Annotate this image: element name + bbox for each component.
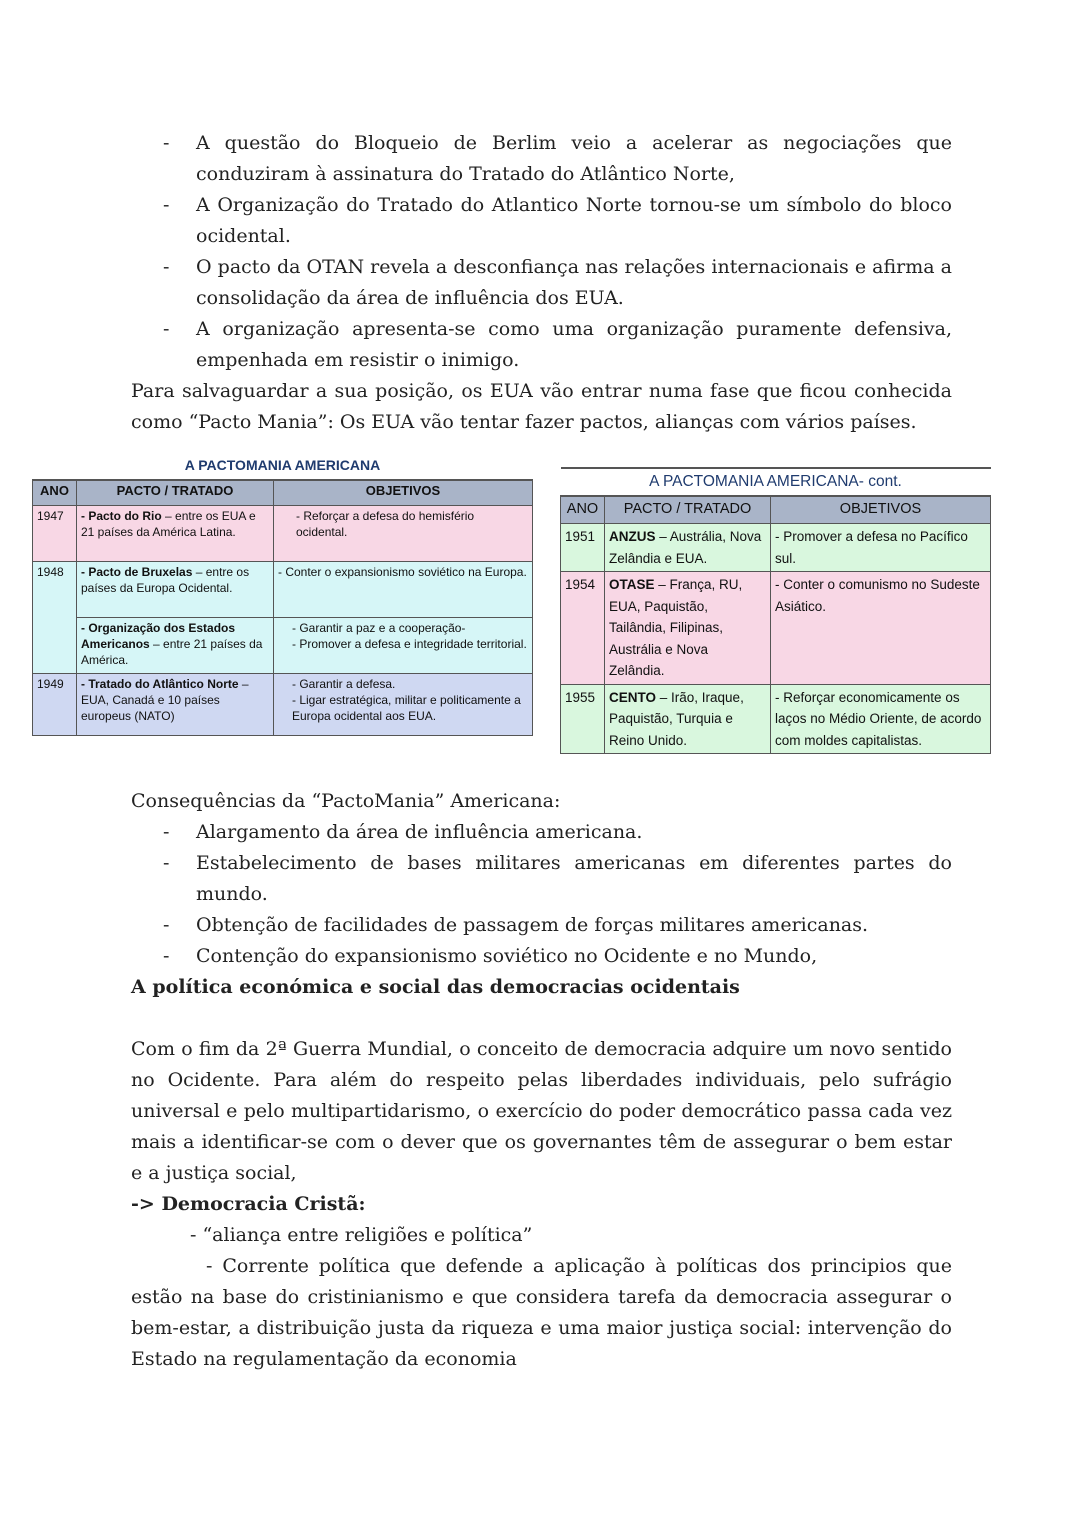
- objectives-cell: - Promover a defesa no Pacífico sul.: [771, 524, 991, 572]
- column-header: ANO: [33, 480, 77, 506]
- objectives-cell: - Reforçar a defesa do hemisfério ocidental.: [274, 506, 533, 562]
- list-item: - A organização apresenta-se como uma organização puramente defensiva, empenhada em resistir o inimigo.: [163, 318, 952, 371]
- table-row: [33, 506, 533, 562]
- year-cell: 1951: [561, 524, 605, 572]
- table-row: [33, 562, 533, 618]
- section-paragraph: Com o fim da 2ª Guerra Mundial, o conceito de democracia adquire um novo sentido no Ocidente. Para além do respeito pelas liberdades individuais, pelo sufrágio universal e pelo multipartidarismo, o exercício do poder democrático passa cada vez mais a identificar-se com o dever que os governantes têm de assegurar o bem estar e a justiça social,: [131, 1038, 952, 1184]
- pact-cell: - Pacto de Bruxelas – entre os países da Europa Ocidental.: [77, 562, 274, 618]
- year-cell: 1948: [33, 562, 77, 674]
- democracia-paragraph: - Corrente política que defende a aplicação à políticas dos principios que estão na base do cristinianismo e que considera tarefa da democracia assegurar o bem-estar, a distribuição justa da riqueza e uma maior justiça social: intervenção do Estado na regulamentação da economia: [131, 1255, 952, 1370]
- objectives-cell: - Garantir a paz e a cooperação- - Promover a defesa e integridade territorial.: [274, 618, 533, 674]
- table-title: A PACTOMANIA AMERICANA: [33, 455, 533, 480]
- year-cell: 1954: [561, 572, 605, 685]
- pactomania-cont-table: [560, 467, 991, 754]
- list-item: - Estabelecimento de bases militares americanas em diferentes partes do mundo.: [163, 852, 952, 905]
- year-cell: 1947: [33, 506, 77, 562]
- pact-cell: ANZUS – Austrália, Nova Zelândia e EUA.: [605, 524, 771, 572]
- table-title: A PACTOMANIA AMERICANA- cont.: [561, 468, 991, 496]
- list-item: - Alargamento da área de influência americana.: [163, 821, 643, 843]
- list-item: - A questão do Bloqueio de Berlim veio a acelerar as negociações que conduziram à assinatura do Tratado do Atlântico Norte,: [163, 132, 952, 185]
- column-header: PACTO / TRATADO: [605, 496, 771, 524]
- column-header: PACTO / TRATADO: [77, 480, 274, 506]
- democracia-heading: -> Democracia Cristã:: [131, 1193, 366, 1215]
- objectives-cell: - Reforçar economicamente os laços no Médio Oriente, de acordo com moldes capitalistas.: [771, 684, 991, 754]
- table-row: [561, 572, 991, 685]
- objectives-cell: - Conter o comunismo no Sudeste Asiático.: [771, 572, 991, 685]
- list-item: - Obtenção de facilidades de passagem de forças militares americanas.: [163, 914, 869, 936]
- section-heading: A política económica e social das democracias ocidentais: [131, 976, 740, 998]
- table-row: [33, 618, 533, 674]
- pact-cell: - Pacto do Rio – entre os EUA e 21 países da América Latina.: [77, 506, 274, 562]
- pact-cell: OTASE – França, RU, EUA, Paquistão, Tailândia, Filipinas, Austrália e Nova Zelândia.: [605, 572, 771, 685]
- year-cell: 1949: [33, 674, 77, 736]
- pact-cell: - Tratado do Atlântico Norte – EUA, Canadá e 10 países europeus (NATO): [77, 674, 274, 736]
- consequences-list: [160, 817, 952, 972]
- pacto-intro-paragraph: Para salvaguardar a sua posição, os EUA vão entrar numa fase que ficou conhecida como “Pacto Mania”: Os EUA vão tentar fazer pactos, alianças com vários países.: [131, 380, 952, 433]
- intro-bullet-list: [160, 128, 952, 376]
- list-item: - A Organização do Tratado do Atlantico Norte tornou-se um símbolo do bloco ocidental.: [163, 194, 952, 247]
- table-row: [561, 524, 991, 572]
- pact-cell: - Organização dos Estados Americanos – entre 21 países da América.: [77, 618, 274, 674]
- pact-cell: CENTO – Irão, Iraque, Paquistão, Turquia e Reino Unido.: [605, 684, 771, 754]
- table-row: [561, 684, 991, 754]
- list-item: - Contenção do expansionismo soviético no Ocidente e no Mundo,: [163, 945, 818, 967]
- year-cell: 1955: [561, 684, 605, 754]
- column-header: OBJETIVOS: [771, 496, 991, 524]
- list-item: - O pacto da OTAN revela a desconfiança nas relações internacionais e afirma a consolidação da área de influência dos EUA.: [163, 256, 952, 309]
- consequences-title: Consequências da “PactoMania” Americana:: [131, 790, 561, 812]
- table-row: [33, 674, 533, 736]
- objectives-cell: - Garantir a defesa. - Ligar estratégica, militar e politicamente a Europa ocidental aos EUA.: [274, 674, 533, 736]
- column-header: ANO: [561, 496, 605, 524]
- pactomania-table: [32, 455, 533, 736]
- objectives-cell: - Conter o expansionismo soviético na Europa.: [274, 562, 533, 618]
- democracia-line: - “aliança entre religiões e política”: [190, 1224, 533, 1246]
- column-header: OBJETIVOS: [274, 480, 533, 506]
